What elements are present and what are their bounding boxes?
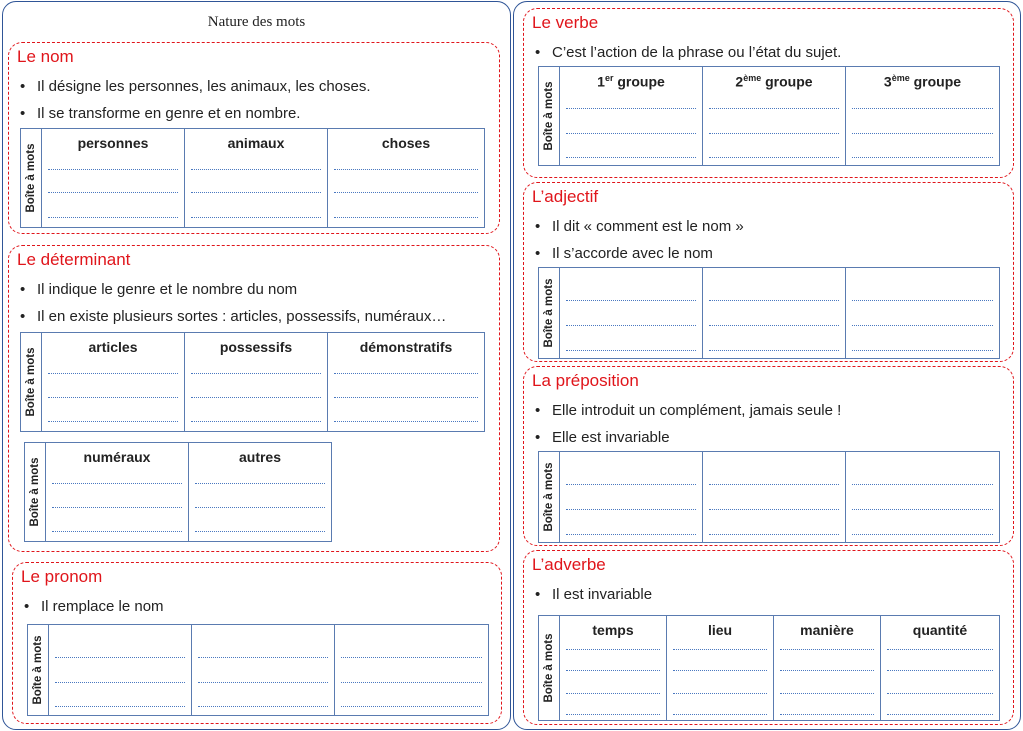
word-column [334,625,488,715]
section-pronom [12,562,502,724]
word-column [184,129,327,227]
bullet-list [552,217,744,271]
box-label: Boîte à mots [25,143,37,213]
page-title: Nature des mots [207,14,306,30]
word-column [845,67,999,165]
word-column [845,452,999,542]
word-column [845,268,999,358]
word-column [327,129,484,227]
section-title: L’adverbe [532,555,606,574]
bullet: • Il remplace le nom [41,597,164,624]
box-label: Boîte à mots [32,635,44,705]
right-panel [513,1,1021,730]
word-column [773,616,880,720]
bullet-list [37,77,371,131]
word-column [184,333,327,431]
word-column [666,616,773,720]
word-column [559,616,666,720]
bullet: • Elle est invariable [552,428,841,455]
box-label: Boîte à mots [29,457,41,527]
bullet-list [41,597,164,624]
bullet: • Il désigne les personnes, les animaux, les choses. [37,77,371,104]
column-header: temps [592,622,634,638]
column-header: autres [238,449,282,465]
word-box [20,128,485,228]
column-header: 2ème groupe [735,73,813,90]
section-title: Le nom [17,47,74,66]
bullet: • Il en existe plusieurs sortes : articles, possessifs, numéraux… [37,307,446,334]
word-column [41,129,184,227]
word-box [538,66,1000,166]
section-nom [8,42,500,234]
section-preposition [523,366,1014,546]
bullet: • Il est invariable [552,585,652,612]
box-label: Boîte à mots [25,347,37,417]
bullet: • Il indique le genre et le nombre du nom [37,280,446,307]
word-box [538,451,1000,543]
box-label: Boîte à mots [543,81,555,151]
bullet: • C’est l’action de la phrase ou l’état du sujet. [552,43,841,70]
bullet-list [37,280,446,334]
bullet-list [552,401,841,455]
column-header: quantité [912,622,968,638]
bullet: • Elle introduit un complément, jamais seule ! [552,401,841,428]
column-header: articles [88,339,138,355]
bullet: • Il dit « comment est le nom » [552,217,744,244]
column-header: lieu [707,622,733,638]
section-title: Le verbe [532,13,599,32]
word-column [191,625,334,715]
section-title: La préposition [532,371,639,390]
word-column [702,452,845,542]
word-column [559,452,702,542]
box-label: Boîte à mots [543,462,555,532]
word-column [559,67,702,165]
word-column [327,333,484,431]
word-column [48,625,191,715]
section-determinant [8,245,500,552]
column-header: 3ème groupe [883,73,962,90]
column-header: animaux [227,135,285,151]
bullet: • Il s’accorde avec le nom [552,244,744,271]
word-column [559,268,702,358]
left-panel [2,1,511,730]
section-title: L’adjectif [532,187,599,206]
column-header: personnes [77,135,149,151]
section-adjectif [523,182,1014,362]
bullet: • Il se transforme en genre et en nombre. [37,104,371,131]
column-header: choses [381,135,431,151]
word-column [880,616,999,720]
column-header: démonstratifs [359,339,453,355]
column-header: numéraux [83,449,151,465]
section-title: Le déterminant [17,250,131,269]
word-column [702,67,845,165]
section-adverbe [523,550,1014,725]
word-box [27,624,489,716]
bullet-list [552,585,652,612]
column-header: possessifs [219,339,293,355]
word-box [538,615,1000,721]
word-column [45,443,188,541]
section-verbe [523,8,1014,178]
word-box [20,332,485,432]
box-label: Boîte à mots [543,633,555,703]
column-header: manière [800,622,854,638]
word-column [702,268,845,358]
word-column [188,443,331,541]
word-column [41,333,184,431]
section-title: Le pronom [21,567,103,586]
box-label: Boîte à mots [543,278,555,348]
word-box [24,442,332,542]
column-header: 1er groupe [597,73,665,90]
word-box [538,267,1000,359]
